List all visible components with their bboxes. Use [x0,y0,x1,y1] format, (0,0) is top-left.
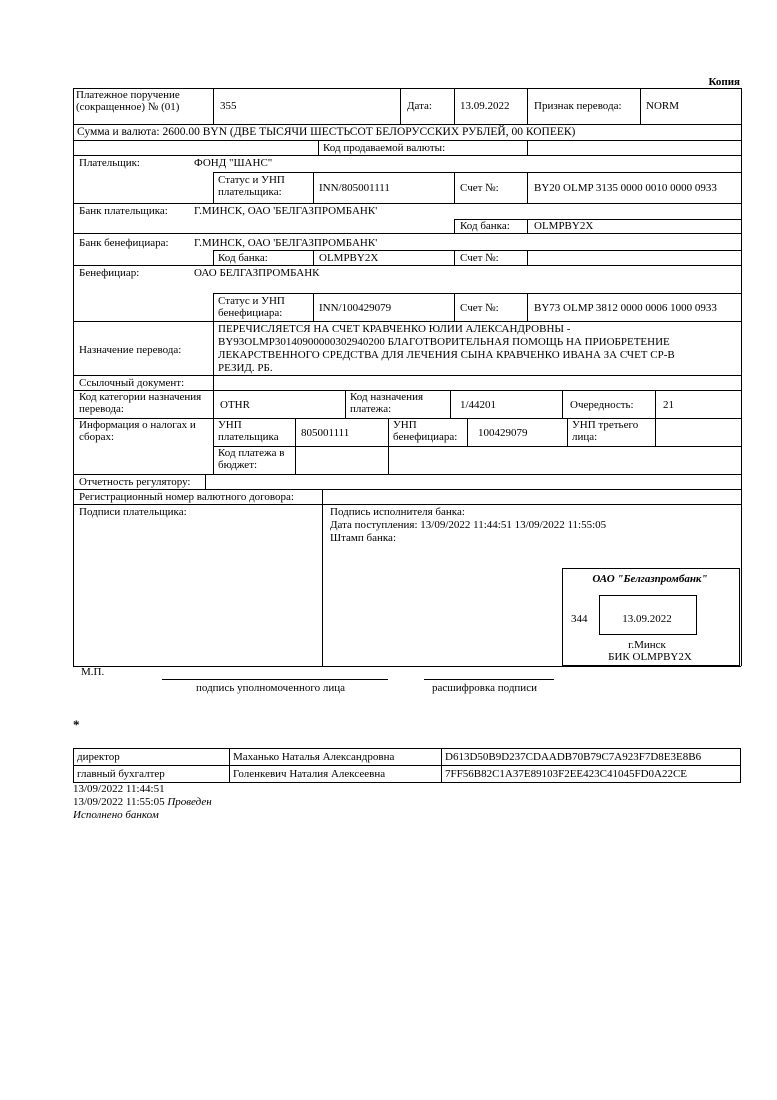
beneficiary-inn: INN/100429079 [319,302,392,314]
table-row [74,749,741,766]
signer-hash: D613D50B9D237CDAADB70B79C7A923F7D8E3E8B6 [442,749,741,766]
table-row [74,766,741,783]
payer-label: Плательщик: [79,157,140,169]
budget-code-label: Код платежа в бюджет: [218,447,285,471]
stamp-bank-name: ОАО "Белгазпромбанк" [592,573,708,585]
beneficiary-bank-name: Г.МИНСК, ОАО 'БЕЛГАЗПРОМБАНК' [194,237,378,249]
beneficiary-account: BY73 OLMP 3812 0000 0006 1000 0933 [534,302,717,314]
signer-name: Маханько Наталья Александровна [230,749,442,766]
payer-account-label: Счет №: [460,182,499,194]
payment-code-label: Код назначения платежа: [350,391,424,415]
signer-name: Голенкевич Наталия Алексеевна [230,766,442,783]
payer-name: ФОНД "ШАНС" [194,157,273,169]
received-date-line: Дата поступления: 13/09/2022 11:44:51 13/09/2022 11:55:05 [330,519,607,531]
payer-signatures-label: Подписи плательщика: [79,506,187,518]
asterisk-mark: * [73,717,80,732]
signer-role: главный бухгалтер [74,766,230,783]
reference-doc-label: Ссылочный документ: [79,377,185,389]
purpose-line-2: BY93OLMP30140900000302940200 БЛАГОТВОРИТЕЛЬНАЯ ПОМОЩЬ НА ПРИОБРЕТЕНИЕ [218,336,670,348]
transfer-sign-label: Признак перевода: [534,100,622,112]
transfer-sign-value: NORM [646,100,680,112]
signers-table [73,748,741,783]
priority-value: 21 [663,399,674,411]
category-value: OTHR [220,399,250,411]
taxes-label: Информация о налогах и сборах: [79,419,196,443]
beneficiary-bank-code-label: Код банка: [218,252,268,264]
currency-contract-label: Регистрационный номер валютного договора: [79,491,294,503]
stamp-date: 13.09.2022 [622,613,672,625]
stamp-number: 344 [571,613,588,625]
purpose-line-1: ПЕРЕЧИСЛЯЕТСЯ НА СЧЕТ КРАВЧЕНКО ЮЛИИ АЛЕКСАНДРОВНЫ - [218,323,571,335]
purpose-label: Назначение перевода: [79,344,182,356]
mp-label: М.П. [81,666,105,678]
payer-status-unp-label: Статус и УНП плательщика: [218,174,285,198]
sold-currency-code-label: Код продаваемой валюты: [323,142,446,154]
log-line-3: Исполнено банком [73,809,159,821]
stamp-city: г.Минск [628,639,666,651]
log-line-2 [73,796,212,808]
beneficiary-bank-account-label: Счет №: [460,252,499,264]
stamp-bik: БИК OLMPBY2X [608,651,692,663]
payer-bank-code-label: Код банка: [460,220,510,232]
authorized-signature-line [162,679,388,680]
payer-bank-name: Г.МИНСК, ОАО 'БЕЛГАЗПРОМБАНК' [194,205,378,217]
beneficiary-bank-code: OLMPBY2X [319,252,379,264]
payer-bank-label: Банк плательщика: [79,205,168,217]
beneficiary-account-label: Счет №: [460,302,499,314]
beneficiary-bank-label: Банк бенефициара: [79,237,169,249]
copy-label: Копия [708,76,740,88]
amount-line: Сумма и валюта: 2600.00 BYN (ДВЕ ТЫСЯЧИ ШЕСТЬСОТ БЕЛОРУССКИХ РУБЛЕЙ, 00 КОПЕЕК) [77,126,576,138]
order-number: 355 [220,100,237,112]
date-label: Дата: [407,100,432,112]
beneficiary-unp-label: УНП бенефициара: [393,419,458,443]
beneficiary-unp: 100429079 [478,427,528,439]
bank-signature-label: Подпись исполнителя банка: [330,506,465,518]
bank-stamp-label: Штамп банка: [330,532,396,544]
purpose-line-3: ЛЕКАРСТВЕННОГО СРЕДСТВА ДЛЯ ЛЕЧЕНИЯ СЫНА КРАВЧЕНКО ИВАНА ЗА СЧЕТ СР-В [218,349,675,361]
authorized-signature-caption: подпись уполномоченного лица [196,682,345,694]
payer-bank-code: OLMPBY2X [534,220,594,232]
priority-label: Очередность: [570,399,634,411]
log-time: 13/09/2022 11:55:05 [73,796,165,808]
payment-code: 1/44201 [460,399,497,411]
log-line-1: 13/09/2022 11:44:51 [73,783,165,795]
log-status: Проведен [167,796,212,808]
order-title-label: Платежное поручение (сокращенное) № (01) [76,89,180,113]
payer-unp-label: УНП плательщика [218,419,279,443]
payer-inn: INN/805001111 [319,182,390,194]
signer-hash: 7FF56B82C1A37E89103F2EE423C41045FD0A22CE [442,766,741,783]
category-label: Код категории назначения перевода: [79,391,202,415]
purpose-line-4: РЕЗИД. РБ. [218,362,273,374]
beneficiary-label: Бенефициар: [79,267,140,279]
payer-account: BY20 OLMP 3135 0000 0010 0000 0933 [534,182,717,194]
signer-role: директор [74,749,230,766]
order-date: 13.09.2022 [460,100,510,112]
beneficiary-status-unp-label: Статус и УНП бенефициара: [218,295,285,319]
payer-unp: 805001111 [301,427,350,439]
signature-decode-caption: расшифровка подписи [432,682,537,694]
regulator-report-label: Отчетность регулятору: [79,476,191,488]
beneficiary-name: ОАО БЕЛГАЗПРОМБАНК [194,267,320,279]
signature-decode-line [424,679,554,680]
third-party-unp-label: УНП третьего лица: [572,419,639,443]
